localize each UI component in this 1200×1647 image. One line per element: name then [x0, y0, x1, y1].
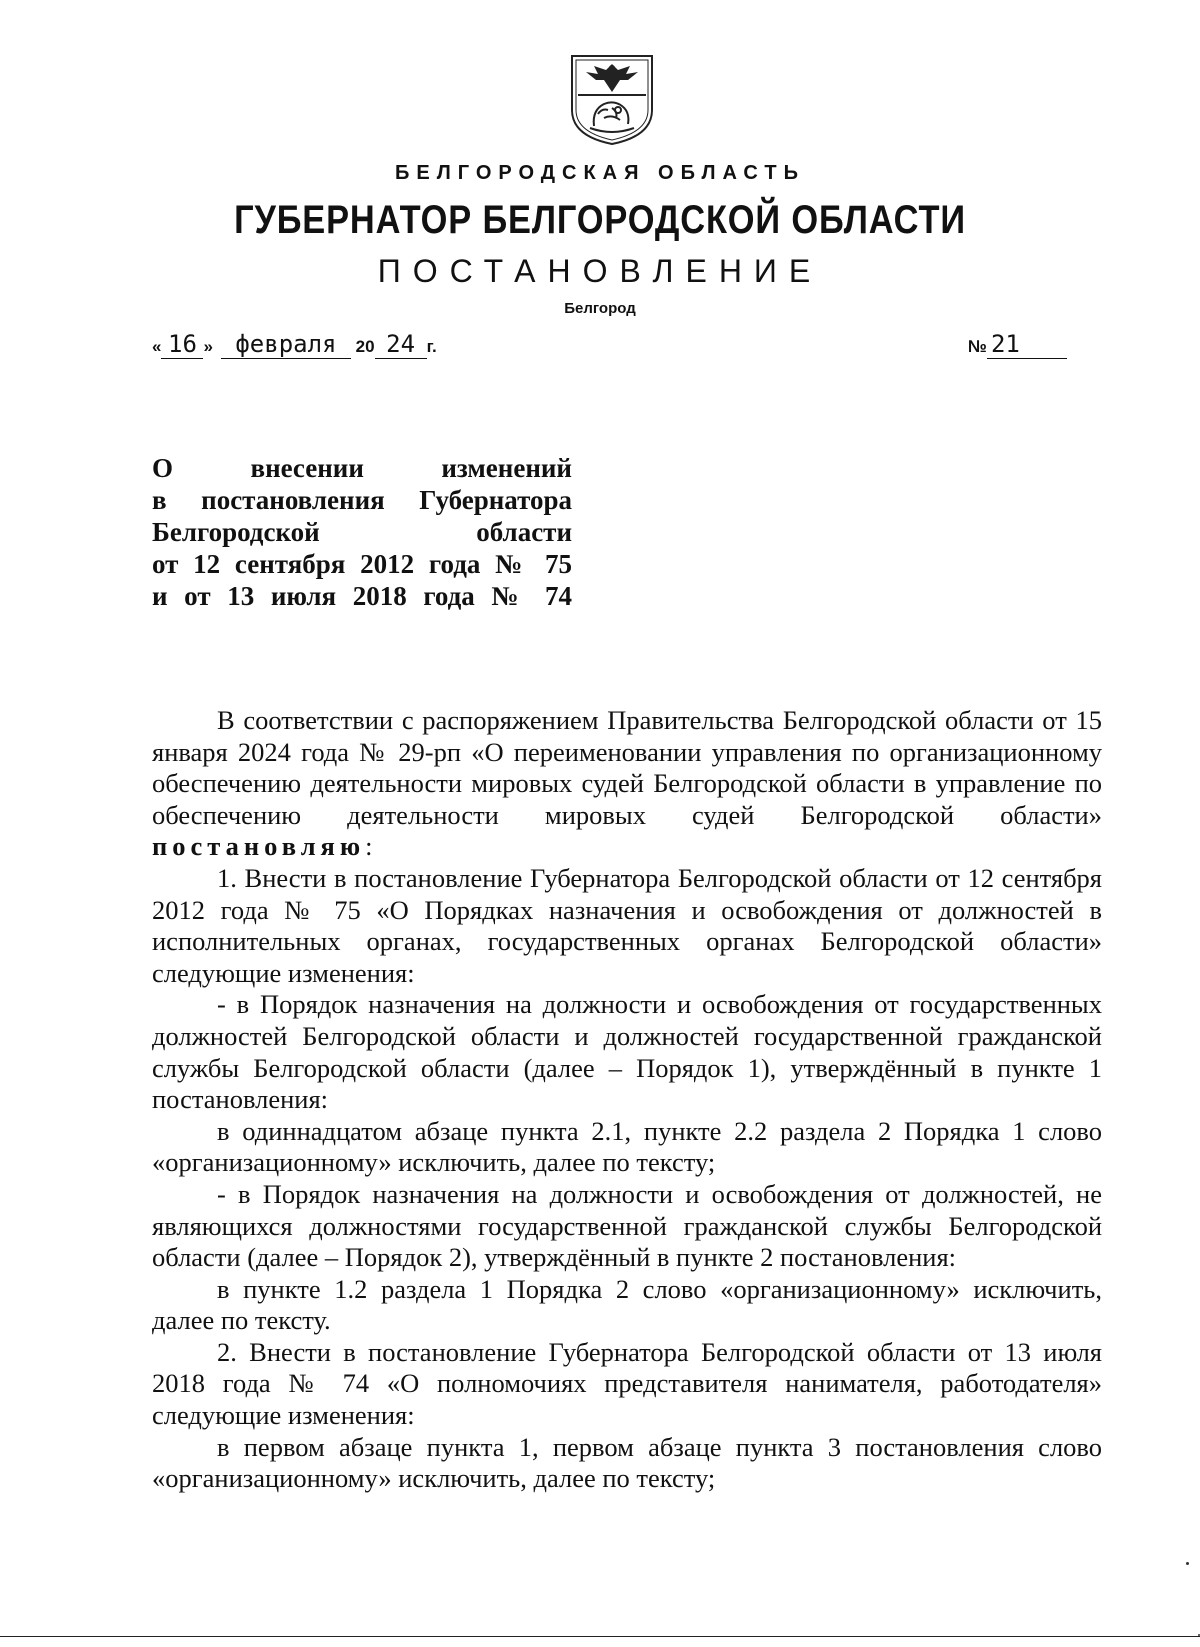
- document-type: ПОСТАНОВЛЕНИЕ: [377, 253, 823, 289]
- date-year-abbr: г.: [426, 337, 437, 356]
- title-line: Белгородской области: [152, 517, 572, 547]
- body-paragraph: в одиннадцатом абзаце пункта 2.1, пункте 2.2 раздела 2 Порядка 1 слово «организационному» исключить, далее по тексту;: [152, 1115, 1102, 1178]
- number-label: №: [968, 337, 987, 356]
- region-name: БЕЛГОРОДСКАЯ ОБЛАСТЬ: [395, 162, 805, 184]
- date-open-quote: «: [152, 337, 162, 356]
- date-month: февраля: [221, 330, 351, 359]
- body-paragraph-preamble: В соответствии с распоряжением Правительства Белгородской области от 15 января 2024 года № 29-рп «О переименовании управления по организационному обеспечению деятельности мировых судей Белгородской области в управление по обеспечению деятельности мировых судей Белгородской области» постановляю:: [152, 705, 1102, 862]
- title-line: в постановления Губернатора: [152, 485, 573, 515]
- body-paragraph: - в Порядок назначения на должности и освобождения от государственных должностей Белгородской области и должностей государственной гражданской службы Белгородской области (далее – Порядок 1), утверждённый в пункте 1 постановления:: [152, 989, 1102, 1115]
- authority-title: ГУБЕРНАТОР БЕЛГОРОДСКОЙ ОБЛАСТИ: [234, 198, 966, 242]
- date-day: 16: [161, 330, 203, 359]
- document-title: [152, 452, 572, 612]
- date-close-quote: »: [203, 337, 213, 356]
- document-body: [152, 705, 1102, 1495]
- coat-of-arms-icon: [568, 52, 656, 148]
- city-name: Белгород: [564, 300, 636, 317]
- date-year-suffix: 24: [375, 330, 427, 359]
- scan-speck: [1186, 1562, 1189, 1565]
- document-date: [152, 330, 437, 360]
- title-line: О внесении изменений: [152, 453, 572, 483]
- number-value: 21: [987, 330, 1067, 359]
- body-paragraph: в первом абзаце пункта 1, первом абзаце пункта 3 постановления слово «организационному» исключить, далее по тексту;: [152, 1431, 1102, 1494]
- body-paragraph: в пункте 1.2 раздела 1 Порядка 2 слово «организационному» исключить, далее по тексту.: [152, 1273, 1102, 1336]
- preamble-text: В соответствии с распоряжением Правительства Белгородской области от 15 января 2024 года № 29-рп «О переименовании управления по организационному обеспечению деятельности мировых судей Белгородской области в управление по обеспечению деятельности мировых судей Белгородской области»: [152, 705, 1102, 830]
- title-line: от 12 сентября 2012 года № 75: [152, 549, 573, 579]
- body-paragraph: - в Порядок назначения на должности и освобождения от должностей, не являющихся должностями государственной гражданской службы Белгородской области (далее – Порядок 2), утверждённый в пункте 2 постановления:: [152, 1178, 1102, 1273]
- body-paragraph: 2. Внести в постановление Губернатора Белгородской области от 13 июля 2018 года № 74 «О полномочиях представителя нанимателя, работодателя» следующие изменения:: [152, 1336, 1102, 1431]
- body-paragraph: 1. Внести в постановление Губернатора Белгородской области от 12 сентября 2012 года № 75 «О Порядках назначения и освобождения от должностей в исполнительных органах, государственных органах Белгородской области» следующие изменения:: [152, 862, 1102, 988]
- title-line: и от 13 июля 2018 года № 74: [152, 581, 572, 611]
- document-number: [968, 330, 1067, 359]
- date-year-prefix: 20: [355, 337, 375, 356]
- scan-bottom-line: [0, 1636, 1200, 1637]
- decree-keyword: постановляю: [152, 831, 366, 862]
